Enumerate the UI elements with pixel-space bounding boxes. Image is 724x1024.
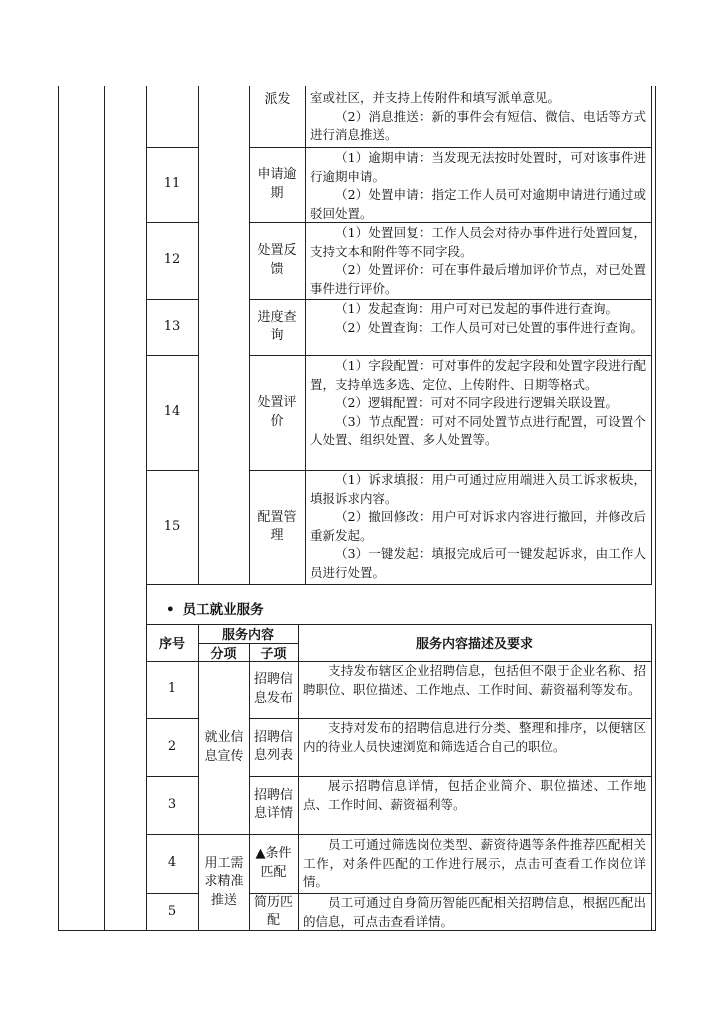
t1-item-cell <box>254 299 300 355</box>
t2-right-border <box>651 624 652 931</box>
t1-num-cell <box>146 470 198 584</box>
t1-item-cell <box>254 147 300 222</box>
t2-category-text: 就业信息宣传 <box>204 730 244 764</box>
t2-category-cell <box>203 834 245 931</box>
t2-num-cell: 5 <box>167 903 177 919</box>
t2-col-line <box>249 643 250 931</box>
t2-header-subitem: 子项 <box>260 646 287 662</box>
t1-desc-line: （1）诉求填报：用户可通过应用端进入员工诉求板块，填报诉求内容。 <box>310 472 646 506</box>
t1-desc-cell <box>310 89 646 145</box>
t2-desc-cell: 支持对发布的招聘信息进行分类、整理和排序，以便辖区内的待业人员快速浏览和筛选适合自己的职位。 <box>303 720 646 754</box>
t1-num-text: 11 <box>163 176 181 192</box>
t1-num-cell <box>146 147 198 222</box>
t1-desc-line: （2）逻辑配置：可对不同字段进行逻辑关联设置。 <box>335 395 618 410</box>
t1-desc-line: （1）处置回复：工作人员会对待办事件进行处置回复，支持文本和附件等不同字段。 <box>310 225 646 259</box>
t2-sub-cell: ▲条件匹配 <box>255 846 292 880</box>
t1-num-cell <box>146 222 198 299</box>
t1-desc-line: （3）一键发起：填报完成后可一键发起诉求，由工作人员进行处置。 <box>310 546 646 580</box>
t2-num-cell: 2 <box>167 738 177 754</box>
t1-item-text: 进度查询 <box>257 309 297 343</box>
t2-num-cell: 3 <box>167 796 177 812</box>
t1-item-cell <box>254 222 300 299</box>
t2-sub-cell: 招聘信息详情 <box>253 787 293 821</box>
t2-sub-cell: 招聘信息列表 <box>253 729 293 763</box>
outer-col-line-1 <box>104 86 105 931</box>
t2-header-service: 服务内容 <box>221 628 274 643</box>
t1-bottom-border <box>146 584 652 585</box>
t1-item-cell <box>250 86 305 114</box>
t2-header-desc: 服务内容描述及要求 <box>415 637 533 652</box>
t1-desc-cell <box>310 471 646 582</box>
t1-item-cell <box>254 355 300 470</box>
section-title-text: 员工就业服务 <box>182 602 264 618</box>
t2-desc-cell: 展示招聘信息详情，包括企业简介、职位描述、工作地点、工作时间、薪资福利等。 <box>303 778 646 812</box>
t1-desc-line: （1）字段配置：可对事件的发起字段和处置字段进行配置，支持单选多选、定位、上传附件、日期等格式。 <box>310 358 646 392</box>
t1-item-text: 处置反馈 <box>257 243 297 277</box>
t1-desc-line: （2）处置申请：指定工作人员可对逾期申请进行通过或驳回处置。 <box>310 187 646 221</box>
t1-row-line <box>249 147 651 148</box>
t2-header-num: 序号 <box>158 637 185 652</box>
t1-right-border <box>651 86 652 584</box>
t1-num-text: 13 <box>163 318 181 334</box>
t1-desc-cell <box>310 300 646 337</box>
t2-col-line <box>198 624 199 931</box>
t2-header-category: 分项 <box>210 646 237 662</box>
t1-col-line-b <box>249 86 250 584</box>
t1-item-text: 派发 <box>264 91 291 107</box>
t1-desc-line: （2）处置评价：可在事件最后增加评价节点，对已处置事件进行评价。 <box>310 262 646 296</box>
t1-item-cell <box>254 470 300 584</box>
t1-col-line-c <box>305 86 306 584</box>
t1-col-line-a <box>198 86 199 584</box>
t1-num-text: 15 <box>163 518 181 534</box>
t1-desc-cell <box>310 357 646 450</box>
t2-sub-cell: 简历匹配 <box>253 894 293 928</box>
section-title <box>166 598 264 618</box>
t1-num-cell <box>146 355 198 470</box>
t1-desc-line: （1）逾期申请：当发现无法按时处置时，可对该事件进行逾期申请。 <box>310 150 646 184</box>
t1-num-text: 14 <box>163 404 181 420</box>
t1-desc-line: （2）处置查询：工作人员可对已处置的事件进行查询。 <box>335 319 643 335</box>
t1-desc-line: 室或社区，并支持上传附件和填写派单意见。 <box>310 90 561 105</box>
t1-row-line <box>249 355 651 356</box>
t1-desc-cell <box>310 224 646 298</box>
t1-desc-cell <box>310 149 646 223</box>
t1-item-text: 申请逾期 <box>257 167 297 201</box>
t1-num-text: 12 <box>163 252 181 268</box>
t1-desc-line: （1）发起查询：用户可对已发起的事件进行查询。 <box>335 301 618 316</box>
t1-desc-line: （2）撤回修改：用户可对诉求内容进行撤回，并修改后重新发起。 <box>310 509 646 543</box>
t2-num-cell: 1 <box>167 681 177 697</box>
t1-item-text: 处置评价 <box>257 395 297 429</box>
t2-num-cell: 4 <box>167 855 177 871</box>
t2-desc-cell: 支持发布辖区企业招聘信息，包括但不限于企业名称、招聘职位、职位描述、工作地点、工作时间、薪资福利等发布。 <box>303 663 646 697</box>
t1-item-text: 配置管理 <box>257 509 297 543</box>
t2-category-text: 用工需求精准推送 <box>204 855 244 908</box>
t1-num-cell <box>146 299 198 355</box>
t1-desc-line: （2）消息推送：新的事件会有短信、微信、电话等方式进行消息推送。 <box>310 108 646 142</box>
t2-desc-cell: 员工可通过筛选岗位类型、薪资待遇等条件推荐匹配相关工作，对条件匹配的工作进行展示，点击可查看工作岗位详情。 <box>303 837 646 889</box>
t1-desc-line: （3）节点配置：可对不同处置节点进行配置，可设置个人处置、组织处置、多人处置等。 <box>310 413 646 447</box>
t2-desc-cell: 员工可通过自身简历智能匹配相关招聘信息，根据匹配出的信息，可点击查看详情。 <box>303 895 646 929</box>
bullet-icon: • <box>166 602 175 618</box>
t2-category-cell <box>203 661 245 834</box>
t2-sub-cell: 招聘信息发布 <box>253 672 293 706</box>
t2-col-line <box>298 624 299 931</box>
